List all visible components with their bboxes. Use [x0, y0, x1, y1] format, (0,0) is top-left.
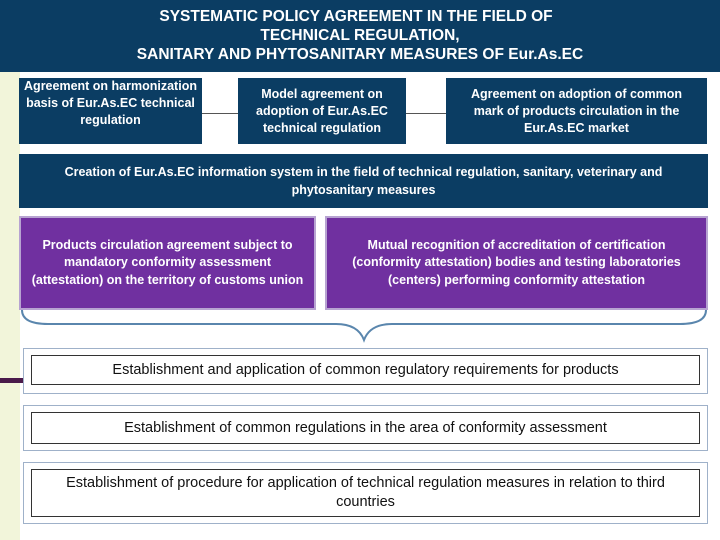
result-frame-1 — [23, 348, 708, 394]
result-frame-3 — [23, 462, 708, 524]
model-agreement-box — [238, 78, 406, 144]
products-circulation-agreement-box — [19, 216, 316, 310]
result-box-3 — [31, 469, 700, 517]
common-mark-agreement-text: Agreement on adoption of common mark of products circulation in the Eur.As.EC market — [470, 86, 683, 135]
information-system-text: Creation of Eur.As.EC information system in the field of technical regulation, sanitary, veterinary and phytosanitary measures — [64, 165, 663, 197]
left-decorative-stripe — [0, 0, 20, 540]
result-frame-2 — [23, 405, 708, 451]
mutual-recognition-box — [325, 216, 708, 310]
result-text-2: Establishment of common regulations in the area of conformity assessment — [124, 419, 607, 436]
connector-right — [406, 113, 446, 114]
common-mark-agreement-box — [446, 78, 707, 144]
result-box-1 — [31, 355, 700, 385]
grouping-brace — [18, 304, 710, 344]
connector-left — [202, 113, 238, 114]
result-text-1: Establishment and application of common regulatory requirements for products — [112, 361, 619, 378]
result-text-3: Establishment of procedure for application of technical regulation measures in relation to third countries — [66, 475, 665, 510]
result-box-2 — [31, 412, 700, 444]
products-circulation-agreement-text: Products circulation agreement subject to mandatory conformity assessment (attestation) on the territory of customs union — [31, 237, 304, 287]
title-line-1: SYSTEMATIC POLICY AGREEMENT IN THE FIELD OF — [159, 8, 553, 25]
mutual-recognition-text: Mutual recognition of accreditation of certification (conformity attestation) bodies and testing laboratories (centers) performing conformity attestation — [352, 237, 681, 287]
page-title — [0, 0, 720, 72]
harmonization-agreement-box — [19, 78, 202, 144]
model-agreement-text: Model agreement on adoption of Eur.As.EC technical regulation — [256, 86, 388, 135]
title-line-3: SANITARY AND PHYTOSANITARY MEASURES OF Eur.As.EC — [136, 46, 584, 63]
title-line-2: TECHNICAL REGULATION, — [260, 27, 460, 44]
harmonization-agreement-text: Agreement on harmonization basis of Eur.As.EC technical regulation — [24, 79, 197, 127]
information-system-box — [19, 154, 708, 208]
